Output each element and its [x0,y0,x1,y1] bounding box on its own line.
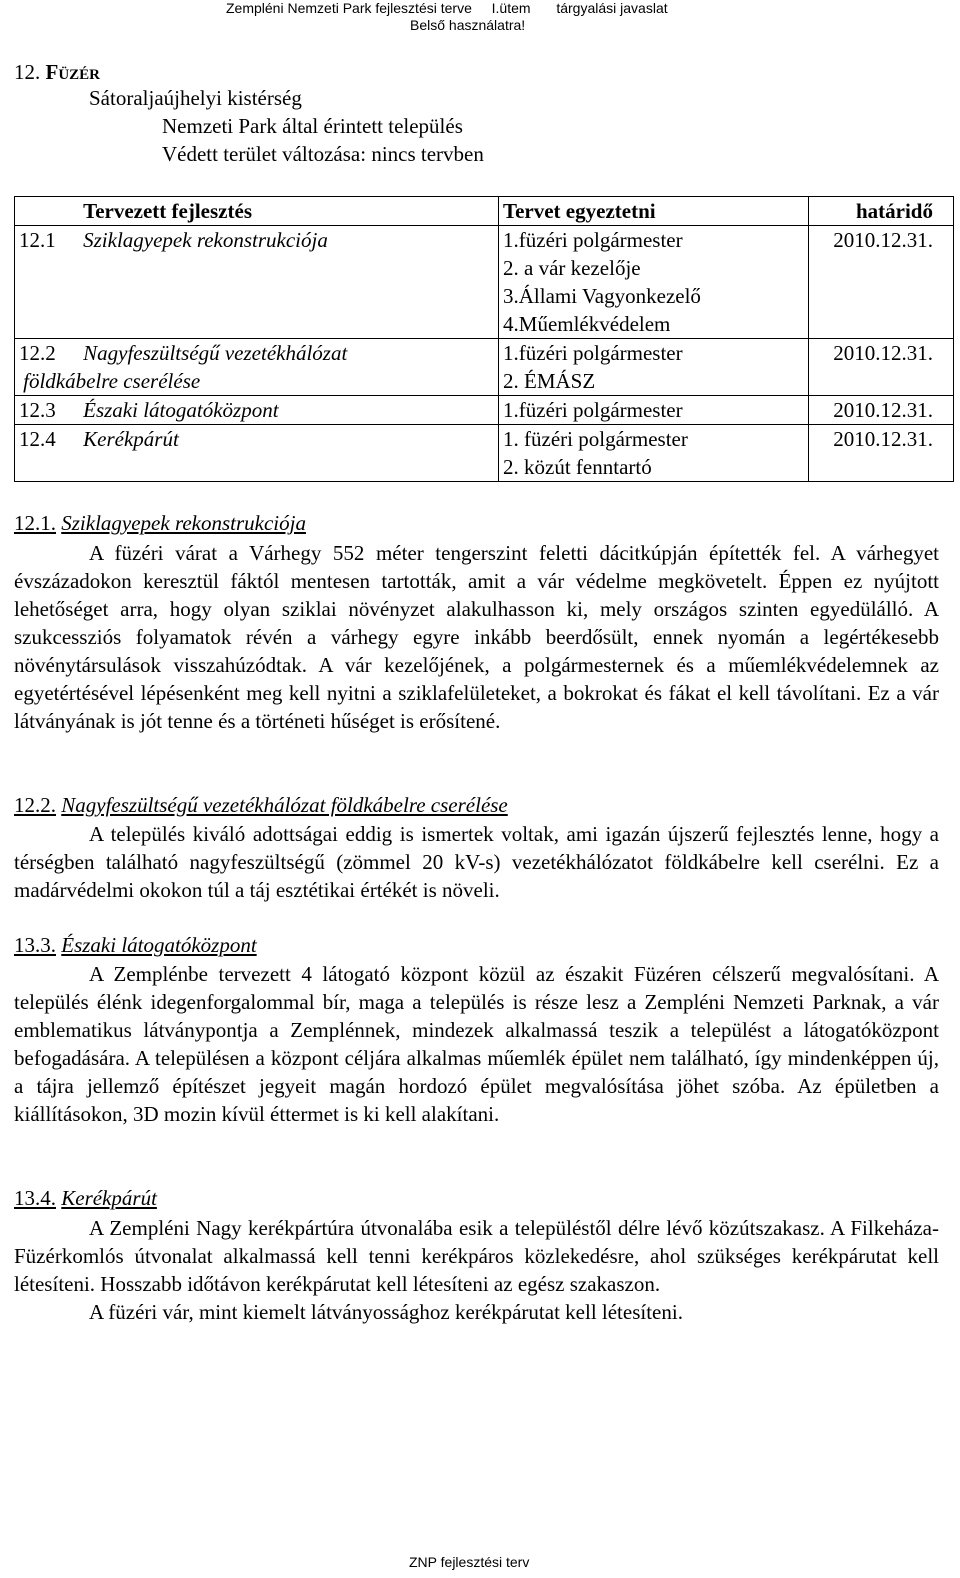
subsection-title: Nagyfeszültségű vezetékhálózat földkábelre cserélése [61,793,508,817]
subsection-heading [14,933,257,958]
column-header-coordinate: Tervet egyeztetni [499,197,809,226]
page-header [226,0,668,16]
header-stage: I.ütem [491,0,531,16]
table-row [15,425,954,482]
row-name-line: Nagyfeszültségű vezetékhálózat [83,341,348,365]
partner-item: 1.füzéri polgármester [503,398,683,422]
header-status: tárgyalási javaslat [556,0,668,16]
subsection-heading [14,511,306,536]
subsection-body [14,960,939,1128]
page-footer: ZNP fejlesztési terv [409,1554,530,1570]
partner-item: 1. füzéri polgármester [503,427,688,451]
row-id: 12.1 [15,226,80,339]
row-deadline: 2010.12.31. [808,425,953,482]
row-name: Kerékpárút [79,425,498,482]
partner-item: 4.Műemlékvédelem [503,312,671,336]
subsection-heading [14,793,508,818]
partner-item: 3.Állami Vagyonkezelő [503,284,701,308]
subsection-number: 13.4. [14,1186,56,1210]
section-title [14,60,100,85]
row-name: Sziklagyepek rekonstrukciója [79,226,498,339]
partner-item: 2. a vár kezelője [503,256,641,280]
row-deadline: 2010.12.31. [808,339,953,396]
row-partners [499,425,809,482]
column-header-deadline: határidő [808,197,953,226]
table-row [15,339,954,396]
header-internal-use: Belső használatra! [410,17,526,33]
paragraph: A Zempléni Nagy kerékpártúra útvonalába esik a településtől délre lévő közútszakasz. A Filkeháza-Füzérkomlós útvonalat alkalmassá kell tenni kerékpáros közlekedésre, ahol szükséges kerékpárutat kell létesíteni. Hosszabb időtávon kerékpárutat kell létesíteni az egész szakaszon. [14,1216,939,1296]
table-row [15,226,954,339]
paragraph: A település kiváló adottságai eddig is ismertek voltak, ami igazán újszerű fejlesztés lenne, hogy a térségben található nagyfeszültségű (zömmel 20 kV-s) vezetékhálózatot földkábelre kell cserélni. Ez a madárvédelmi okokon túl a táj esztétikai értékét is növeli. [14,822,939,902]
development-table [14,196,954,482]
subsection-body [14,539,939,735]
protected-area-line: Védett terület változása: nincs tervben [162,142,484,166]
partner-item: 1.füzéri polgármester [503,228,683,252]
paragraph: A füzéri vár, mint kiemelt látványossághoz kerékpárutat kell létesíteni. [89,1300,683,1324]
section-number: 12. [14,60,41,84]
subsection-title: Sziklagyepek rekonstrukciója [61,511,306,535]
table-row [15,396,954,425]
subsection-title: Északi látogatóközpont [61,933,257,957]
row-partners [499,226,809,339]
column-header-development: Tervezett fejlesztés [79,197,498,226]
subsection-number: 12.1. [14,511,56,535]
row-partners [499,339,809,396]
paragraph: A Zemplénbe tervezett 4 látogató központ közül az északit Füzéren célszerű megvalósítani. A település élénk idegenforgalommal bír, maga a település is része lesz a Zempléni Nemzeti Parknak, a vár emblematikus látványpontja a Zemplénnek, mindezek alkalmassá teszik a települést a látogatóközpont befogadására. A településen a központ céljára alkalmas műemlék épület nem található, így mindenképpen új, a tájra jellemző építészet jegyeit magán hordozó épület megvalósítása jöhet szóba. Az épületben a kiállításokon, 3D mozin kívül éttermet is ki kell alakítani. [14,962,939,1126]
row-name-line: földkábelre cserélése [23,369,201,393]
row-deadline: 2010.12.31. [808,226,953,339]
header-title: Zempléni Nemzeti Park fejlesztési terve [226,0,472,16]
table-header-row [15,197,954,226]
subsection-title: Kerékpárút [61,1186,157,1210]
partner-item: 2. ÉMÁSZ [503,369,596,393]
row-id: 12.3 [15,396,80,425]
subsection-number: 12.2. [14,793,56,817]
region-line: Sátoraljaújhelyi kistérség [89,86,302,110]
subsection-number: 13.3. [14,933,56,957]
partner-item: 2. közút fenntartó [503,455,652,479]
section-name: Füzér [45,60,101,84]
row-id: 12.4 [15,425,80,482]
subsection-heading [14,1186,157,1211]
subsection-body [14,1214,939,1326]
row-deadline: 2010.12.31. [808,396,953,425]
np-affected-line: Nemzeti Park által érintett település [162,114,463,138]
row-id: 12.2 [15,339,80,396]
row-partners [499,396,809,425]
partner-item: 1.füzéri polgármester [503,341,683,365]
paragraph: A füzéri várat a Várhegy 552 méter tengerszint feletti dácitkúpján építették fel. A várhegyet évszázadokon keresztül fáktól mentesen tartották, amit a vár védelme megkövetelt. Éppen ez nyújtott lehetőséget arra, hogy olyan sziklai növényzet alakulhasson ki, mely országos szinten egyedülálló. A szukcessziós folyamatok révén a várhegy egyre inkább beerdősült, ennek nyomán a legértékesebb növénytársulások visszahúzódtak. A vár kezelőjének, a polgármesternek és a műemlékvédelemnek az egyetértésével lépésenként meg kell nyitni a sziklafelületeket, a bokrokat és fákat el kell távolítani. Ez a vár látványának is jót tenne és a történeti hűséget is erősítené. [14,541,939,733]
row-name: Északi látogatóközpont [79,396,498,425]
subsection-body [14,820,939,904]
